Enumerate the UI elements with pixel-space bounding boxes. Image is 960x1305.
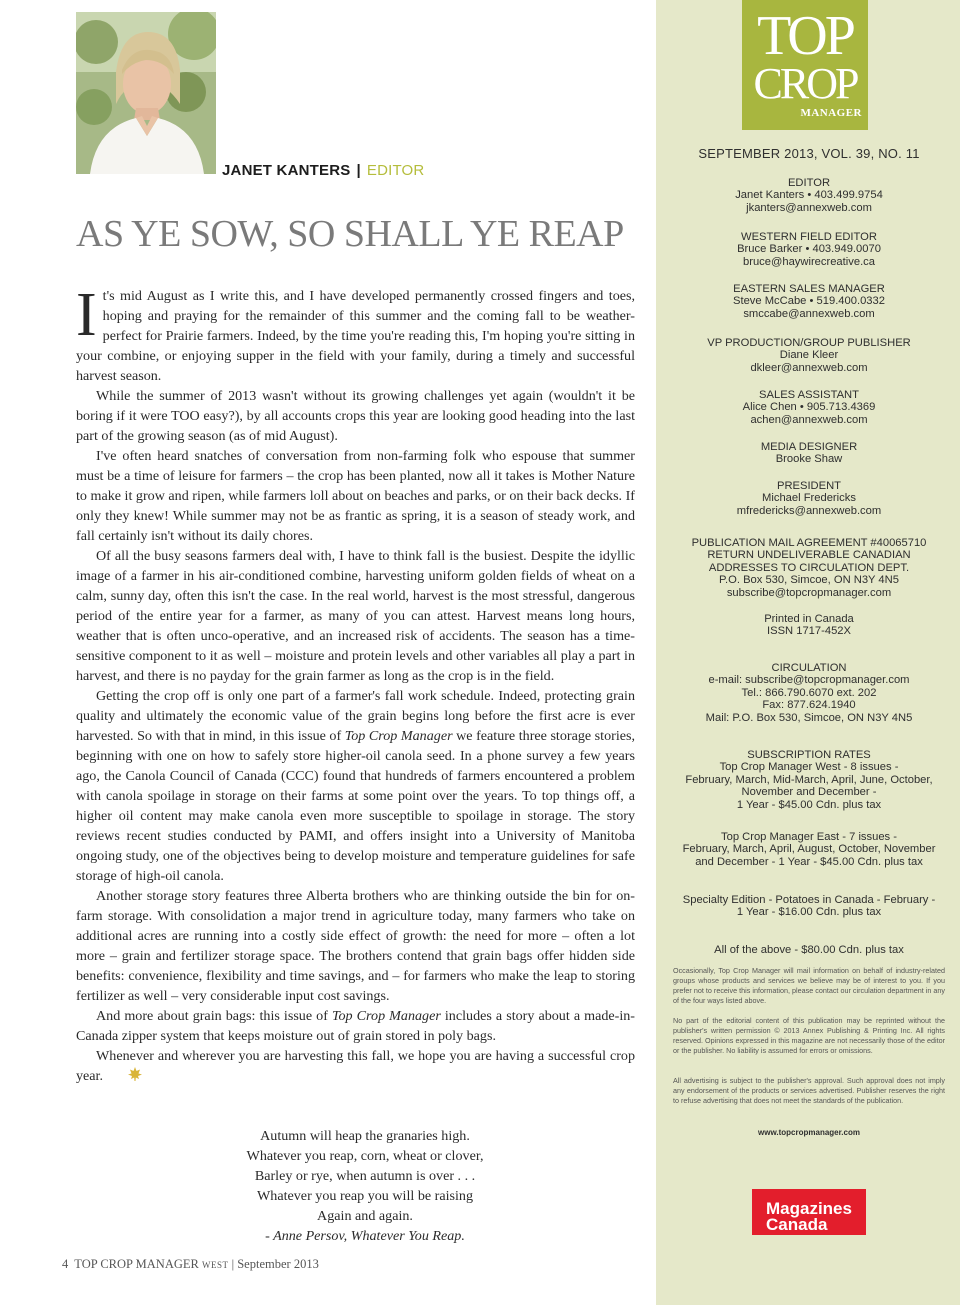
staff-contact-line: Brooke Shaw <box>775 453 843 466</box>
staff-title: MEDIA DESIGNER <box>760 441 858 453</box>
editor-photo <box>76 12 216 174</box>
staff-entry <box>666 177 952 214</box>
poem-attribution: - Anne Persov, Whatever You Reap. <box>265 1228 465 1244</box>
byline <box>222 162 424 179</box>
staff-contact-line: achen@annexweb.com <box>750 413 868 426</box>
page-folio <box>62 1257 319 1272</box>
circulation-info: CIRCULATION e-mail: subscribe@topcropmanager.com Tel.: 866.790.6070 ext. 202 Fax: 877.624.1940 Mail: P.O. Box 530, Simcoe, ON N3Y 4N5 <box>705 662 913 724</box>
author-role: EDITOR <box>366 162 425 179</box>
author-name: JANET KANTERS <box>222 162 351 179</box>
paragraph-4: Of all the busy seasons farmers deal with, I have to think fall is the busiest. Despite the idyllic image of a farmer in his air-conditioned combine, harvesting uniform golden fields of wheat on a calm, sunny day, often this isn't the case. In the real world, harvest is the most stressful, dangerous period of the entire year for a farmer, as many of you can attest. Harvest means long hours, weather that is often unco-operative, and an increased risk of accidents. The season has a time-sensitive component to it as well – moisture and protein levels and other variables all play a part in harvest, and there is no payday for the grain farmer as long as the crop is in the field. <box>76 548 635 684</box>
magazine-title-italic: Top Crop Manager <box>331 1008 441 1024</box>
staff-entry <box>666 337 952 374</box>
staff-title: SALES ASSISTANT <box>759 389 859 401</box>
paragraph-5: Getting the crop off is only one part of a farmer's fall work schedule. Indeed, protecting grain quality and ultimately the economic value of the grain begins long before the first acre is ever harvested. So with that in mind, in this issue of Top Crop Manager we feature three storage stories, beginning with one on how to safely store higher-oil canola seed. In a phone survey a few years ago, the Canola Council of Canada (CCC) found that hundreds of farmers encountered a problem with canola spoilage in storage on their farms at some point over the years. To top things off, a higher oil content may make canola even more susceptible to spoilage in storage. The story reviews recent studies conducted by PAMI, and offers insight into a University of Manitoba ongoing study, one of the objectives being to develop moisture and temperature guidelines for safe storage of high-oil canola. <box>76 688 635 884</box>
staff-contact-line: mfredericks@annexweb.com <box>736 504 882 517</box>
subscription-rates: SUBSCRIPTION RATES Top Crop Manager West - 8 issues - February, March, Mid-March, April, June, October, November and December - 1 Year - $45.00 Cdn. plus tax <box>685 749 933 811</box>
folio-separator: | <box>231 1257 235 1271</box>
specialty-rates: Specialty Edition - Potatoes in Canada - February - 1 Year - $16.00 Cdn. plus tax <box>682 894 936 919</box>
printed-info: Printed in Canada ISSN 1717-452X <box>764 613 854 638</box>
paragraph-3: I've often heard snatches of conversation from non-farming folk who espouse that summer must be a time of leisure for farmers – the crop has been planted, now all it takes is Mother Nature to make it grow and ripen, while farmers loll about on beaches and parks, or on their back decks. If only they knew! While summer may not be as frantic as spring, it is a season of steady work, and fall certainly isn't without its daily chores. <box>76 448 635 544</box>
magazine-title-italic: Top Crop Manager <box>344 728 453 744</box>
east-rates: Top Crop Manager East - 7 issues - February, March, April, August, October, November and December - 1 Year - $45.00 Cdn. plus tax <box>682 831 936 868</box>
poem <box>200 1126 530 1246</box>
staff-entry <box>666 283 952 320</box>
staff-contact-line: Michael Fredericks <box>762 492 856 505</box>
staff-contact-line: smccabe@annexweb.com <box>743 307 875 320</box>
staff-title: WESTERN FIELD EDITOR <box>741 231 877 243</box>
website-link[interactable]: www.topcropmanager.com <box>758 1128 860 1137</box>
staff-title: VP PRODUCTION/GROUP PUBLISHER <box>707 337 911 349</box>
staff-title: EDITOR <box>787 177 831 189</box>
article-body <box>76 281 636 1086</box>
staff-contact-line: bruce@haywirecreative.ca <box>743 255 875 268</box>
staff-contact-line: Bruce Barker • 403.949.0070 <box>737 243 881 256</box>
magazines-canada-logo: Magazines Canada <box>752 1189 866 1235</box>
staff-contact-line: jkanters@annexweb.com <box>746 201 872 214</box>
drop-cap: I <box>76 281 97 349</box>
leaf-icon <box>107 1066 123 1082</box>
folio-edition: WEST <box>201 1260 229 1270</box>
staff-contact-line: Alice Chen • 905.713.4369 <box>742 401 876 414</box>
publication-agreement: PUBLICATION MAIL AGREEMENT #40065710 RETURN UNDELIVERABLE CANADIAN ADDRESSES TO CIRCULATION DEPT. P.O. Box 530, Simcoe, ON N3Y 4N5 subscribe@topcropmanager.com <box>691 537 927 599</box>
poem-line: Whatever you reap, corn, wheat or clover, <box>246 1148 484 1164</box>
staff-contact-line: dkleer@annexweb.com <box>750 361 868 374</box>
staff-entry <box>666 231 952 268</box>
staff-entry <box>666 441 952 466</box>
folio-magazine: TOP CROP MANAGER <box>74 1257 199 1271</box>
staff-contact-line: Diane Kleer <box>779 349 839 362</box>
staff-entry <box>666 389 952 426</box>
staff-contact-line: Janet Kanters • 403.499.9754 <box>735 189 883 202</box>
paragraph-7: And more about grain bags: this issue of Top Crop Manager includes a story about a made-in-Canada zipper system that keeps moisture out of grain stored in poly bags. <box>76 1008 636 1044</box>
folio-date: September 2013 <box>237 1257 319 1271</box>
poem-line: Autumn will heap the granaries high. <box>260 1128 470 1144</box>
staff-title: EASTERN SALES MANAGER <box>733 283 885 295</box>
poem-line: Again and again. <box>317 1208 413 1224</box>
disclaimer-advertising: All advertising is subject to the publisher's approval. Such approval does not imply any endorsement of the products or services advertised. Publisher reserves the right to refuse advertising that does not meet the standards of the publication. <box>673 1076 945 1105</box>
poem-line: Barley or rye, when autumn is over . . . <box>254 1168 476 1184</box>
paragraph-8: Whenever and wherever you are harvesting this fall, we hope you are having a successful crop year. <box>76 1048 635 1084</box>
disclaimer-mailing: Occasionally, Top Crop Manager will mail information on behalf of industry-related groups whose products and services we believe may be of interest to you. If you prefer not to receive this information, please contact our circulation department in any of the four ways listed above. <box>673 966 945 1005</box>
all-rates: All of the above - $80.00 Cdn. plus tax <box>714 944 904 956</box>
issue-info: SEPTEMBER 2013, VOL. 39, NO. 11 <box>698 146 920 161</box>
staff-entry <box>666 480 952 517</box>
staff-title: PRESIDENT <box>776 480 842 492</box>
disclaimer-copyright: No part of the editorial content of this publication may be reprinted without the publisher's written permission © 2013 Annex Publishing & Printing Inc. All rights reserved. Opinions expressed in this magazine are not necessarily those of the editor or the publisher. No liability is assumed for errors or omissions. <box>673 1016 945 1055</box>
article-headline: AS YE SOW, SO SHALL YE REAP <box>76 213 624 255</box>
poem-line: Whatever you reap you will be raising <box>256 1188 474 1204</box>
staff-contact-line: Steve McCabe • 519.400.0332 <box>733 295 885 308</box>
top-crop-manager-logo: TOP CROP MANAGER <box>742 0 868 130</box>
paragraph-2: While the summer of 2013 wasn't without its growing challenges yet again (wouldn't it be boring if it were TOO easy?), by all accounts crops this year are looking good heading into the last part of the growing season (as of mid August). <box>76 388 635 444</box>
byline-separator: | <box>356 162 361 179</box>
paragraph-6: Another storage story features three Alberta brothers who are thinking outside the bin for on-farm storage. With consolidation a major trend in agriculture today, many farmers who take on additional acres are running into a costly side effect of growth: the need for more – often a lot more – grain and fertilizer storage space. The brothers contend that grain bags offer hidden side benefits: convenience, flexibility and time savings, and – for farmers who make the leap to storing fertilizer as well – very considerable input cost savings. <box>76 888 635 1004</box>
page-number: 4 <box>62 1257 69 1271</box>
paragraph-1: It's mid August as I write this, and I have developed permanently crossed fingers and toes, hoping and praying for the remainder of this summer and the coming fall to be weather-perfect for Prairie farmers. Indeed, by the time you're reading this, I'm hoping you're sitting in your combine, or enjoying supper in the field with your family, during a timely and successful harvest season. <box>76 281 635 384</box>
